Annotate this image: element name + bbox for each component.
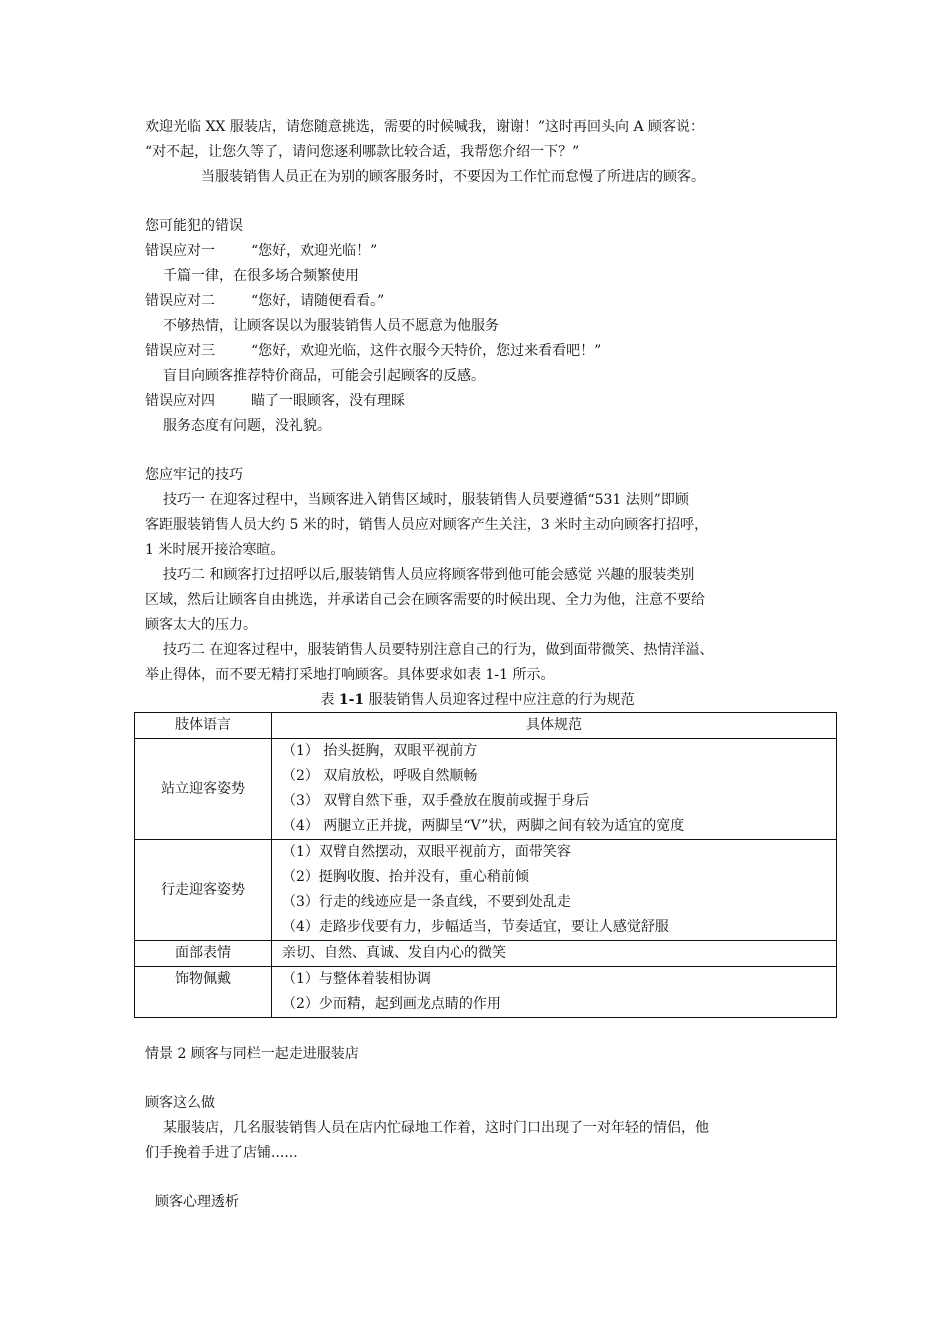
paragraph-line: 当服装销售人员正在为别的顾客服务时，不要因为工作忙而怠慢了所进店的顾客。 bbox=[201, 169, 705, 185]
paragraph-line: 们手挽着手进了店铺...... bbox=[145, 1145, 298, 1161]
table-cell: （1）与整体着装相协调 （2）少而精，起到画龙点睛的作用 bbox=[272, 967, 837, 1018]
table-row bbox=[135, 941, 837, 967]
mistake-quote: “您好，欢迎光临，这件衣服今天特价，您过来看看吧！” bbox=[251, 343, 602, 359]
document-page bbox=[145, 115, 810, 713]
tip-line: 技巧一 在迎客过程中，当顾客进入销售区域时，服装销售人员要遵循“531 法则”即顾 bbox=[163, 492, 689, 508]
mistake-item bbox=[145, 339, 810, 364]
section-heading-tips: 您应牢记的技巧 bbox=[145, 467, 243, 483]
tip-line: 举止得体，而不要无精打采地打响顾客。具体要求如表 1-1 所示。 bbox=[145, 667, 555, 683]
scene-heading: 情景 2 顾客与同栏一起走进服装店 bbox=[145, 1046, 359, 1062]
table-header-row bbox=[135, 713, 837, 739]
table-cell: （1） 抬头挺胸，双眼平视前方 （2） 双肩放松，呼吸自然顺畅 （3） 双臂自然下垂，双手叠放在腹前或握于身后 （4） 两腿立正并拢，两脚呈“V”状，两脚之间有较为适宜的宽度 bbox=[272, 739, 837, 840]
table-header: 肢体语言 bbox=[135, 713, 272, 739]
mistake-note: 不够热情，让顾客误以为服装销售人员不愿意为他服务 bbox=[163, 318, 499, 334]
mistake-note: 千篇一律，在很多场合频繁使用 bbox=[163, 268, 359, 284]
tip-line: 顾客太大的压力。 bbox=[145, 617, 257, 633]
section-heading-customer: 顾客这么做 bbox=[145, 1095, 215, 1111]
tip-line: 1 米时展开接洽寒暄。 bbox=[145, 542, 285, 558]
table-row bbox=[135, 840, 837, 941]
tip-line: 客距服装销售人员大约 5 米的时，销售人员应对顾客产生关注，3 米时主动向顾客打招呼， bbox=[145, 517, 709, 533]
mistake-label: 错误应对三 bbox=[145, 343, 215, 359]
table-caption: 表 1-1 服装销售人员迎客过程中应注意的行为规范 bbox=[320, 692, 635, 708]
table-row bbox=[135, 967, 837, 1018]
section-heading-psychology: 顾客心理透析 bbox=[155, 1194, 239, 1210]
mistake-label: 错误应对二 bbox=[145, 293, 215, 309]
mistake-item bbox=[145, 239, 810, 264]
mistake-quote: 瞄了一眼顾客，没有理睬 bbox=[251, 393, 405, 409]
mistake-quote: “您好，请随便看看。” bbox=[251, 293, 385, 309]
table-cell: （1）双臂自然摆动，双眼平视前方，面带笑容 （2）挺胸收腹、抬并没有，重心稍前倾 （3）行走的线迹应是一条直线，不要到处乱走 （4）走路步伐要有力，步幅适当，节奏适宜，要让人感觉舒服 bbox=[272, 840, 837, 941]
paragraph-line: 欢迎光临 XX 服装店，请您随意挑选，需要的时候喊我，谢谢！”这时再回头向 A 顾客说： bbox=[145, 119, 704, 135]
table-cell: 亲切、自然、真诚、发自内心的微笑 bbox=[272, 941, 837, 967]
mistake-item bbox=[145, 389, 810, 414]
table-category: 饰物佩戴 bbox=[135, 967, 272, 1018]
paragraph-line: “对不起，让您久等了，请问您逐利哪款比较合适，我帮您介绍一下？” bbox=[145, 144, 580, 160]
table-header: 具体规范 bbox=[272, 713, 837, 739]
tip-line: 技巧二 和顾客打过招呼以后,服装销售人员应将顾客带到他可能会感觉 兴趣的服装类别 bbox=[163, 567, 695, 583]
mistake-label: 错误应对四 bbox=[145, 393, 215, 409]
document-page-lower bbox=[145, 1042, 810, 1215]
paragraph-line: 某服装店，几名服装销售人员在店内忙碌地工作着，这时门口出现了一对年轻的情侣，他 bbox=[163, 1120, 709, 1136]
mistake-label: 错误应对一 bbox=[145, 243, 215, 259]
mistake-item bbox=[145, 289, 810, 314]
mistake-quote: “您好，欢迎光临！” bbox=[251, 243, 378, 259]
behavior-table bbox=[134, 712, 837, 1018]
section-heading-mistakes: 您可能犯的错误 bbox=[145, 218, 243, 234]
table-category: 行走迎客姿势 bbox=[135, 840, 272, 941]
mistake-note: 服务态度有问题，没礼貌。 bbox=[163, 418, 331, 434]
table-category: 面部表情 bbox=[135, 941, 272, 967]
mistake-note: 盲目向顾客推荐特价商品，可能会引起顾客的反感。 bbox=[163, 368, 485, 384]
tip-line: 区域，然后让顾客自由挑选，并承诺自己会在顾客需要的时候出现、全力为他，注意不要给 bbox=[145, 592, 705, 608]
tip-line: 技巧二 在迎客过程中，服装销售人员要特别注意自己的行为，做到面带微笑、热情洋溢、 bbox=[163, 642, 714, 658]
table-category: 站立迎客姿势 bbox=[135, 739, 272, 840]
table-row bbox=[135, 739, 837, 840]
